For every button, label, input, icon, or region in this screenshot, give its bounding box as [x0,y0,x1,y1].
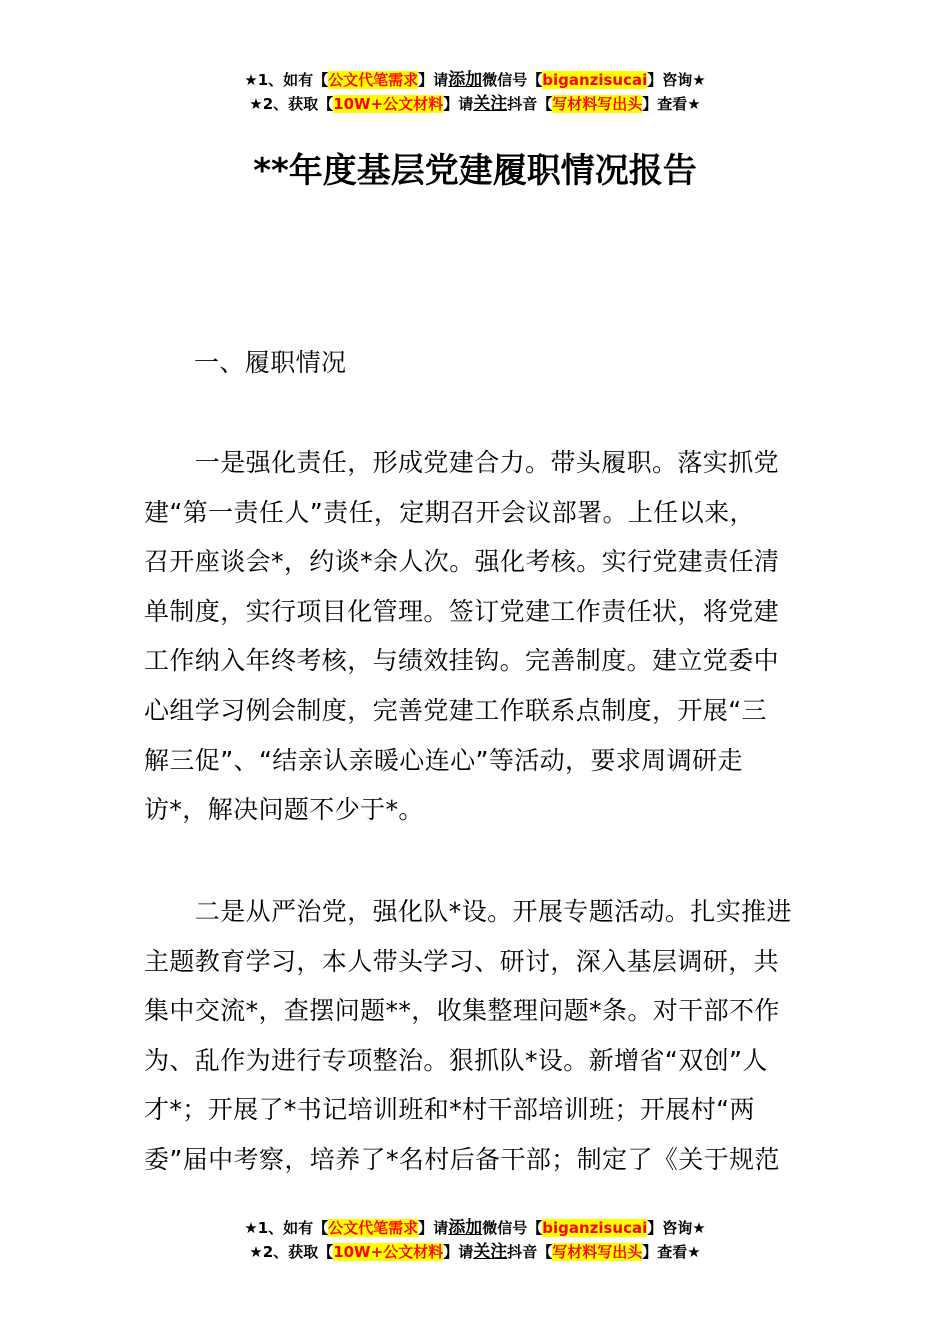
highlight-douyin: 写材料写出头 [552,1243,643,1261]
banner-text: 】请 [418,1219,449,1237]
text-line: 访*，解决问题不少于*。 [144,795,424,825]
text-line: 主题教育学习，本人带头学习、研讨，深入基层调研，共 [144,946,780,976]
text-line: 一是强化责任，形成党建合力。带头履职。落实抓党 [144,448,780,477]
text-line: 二是从严治党，强化队*设。开展专题活动。扎实推进 [144,897,792,926]
text-line: 解三促”、“结亲认亲暖心连心”等活动，要求周调研走 [144,745,743,775]
banner-text: 】咨询★ [647,71,706,89]
banner-text: ★2、获取【 [249,95,334,113]
banner-line-1 [0,1216,950,1240]
highlight-service: 公文代笔需求 [328,1219,419,1237]
document-title: **年度基层党建履职情况报告 [253,151,697,191]
banner-text: 】查看★ [642,1243,701,1261]
banner-text: 】查看★ [642,95,701,113]
banner-line-1 [0,68,950,92]
text-line: 建“第一责任人”责任，定期召开会议部署。上任以来， [144,497,755,527]
section-heading: 一、履职情况 [194,348,347,377]
banner-text: 抖音【 [507,1243,553,1261]
highlight-wechat-id: biganzisucai [542,1219,648,1237]
banner-text: ★1、如有【 [244,71,329,89]
underlined-text: 添加 [448,1218,483,1238]
banner-text: 】请 [443,95,474,113]
underlined-text: 添加 [448,70,483,90]
highlight-service: 公文代笔需求 [328,71,419,89]
top-banner [0,68,950,116]
banner-text: ★1、如有【 [244,1219,329,1237]
banner-text: 】咨询★ [647,1219,706,1237]
banner-text: 】请 [443,1243,474,1261]
highlight-wechat-id: biganzisucai [542,71,648,89]
banner-text: 】请 [418,71,449,89]
text-line: 委”届中考察，培养了*名村后备干部；制定了《关于规范 [144,1144,780,1174]
highlight-materials: 10W+公文材料 [333,1243,444,1261]
banner-text: 抖音【 [507,95,553,113]
text-line: 心组学习例会制度，完善党建工作联系点制度，开展“三 [144,695,767,725]
highlight-materials: 10W+公文材料 [333,95,444,113]
banner-line-2 [0,92,950,116]
bottom-banner [0,1216,950,1264]
banner-line-2 [0,1240,950,1264]
text-line: 单制度，实行项目化管理。签订党建工作责任状，将党建 [144,596,780,626]
banner-text: ★2、获取【 [249,1243,334,1261]
text-line: 为、乱作为进行专项整治。狠抓队*设。新增省“双创”人 [144,1045,768,1075]
underlined-text: 关注 [473,1242,508,1262]
text-line: 召开座谈会*，约谈*余人次。强化考核。实行党建责任清 [144,547,780,577]
text-line: 工作纳入年终考核，与绩效挂钩。完善制度。建立党委中 [144,646,780,676]
paragraph-1 [144,438,806,835]
highlight-douyin: 写材料写出头 [552,95,643,113]
underlined-text: 关注 [473,94,508,114]
banner-text: 微信号【 [482,71,543,89]
text-line: 集中交流*，查摆问题**，收集整理问题*条。对干部不作 [144,996,780,1026]
banner-text: 微信号【 [482,1219,543,1237]
text-line: 才*；开展了*书记培训班和*村干部培训班；开展村“两 [144,1095,755,1125]
paragraph-2 [144,887,806,1185]
